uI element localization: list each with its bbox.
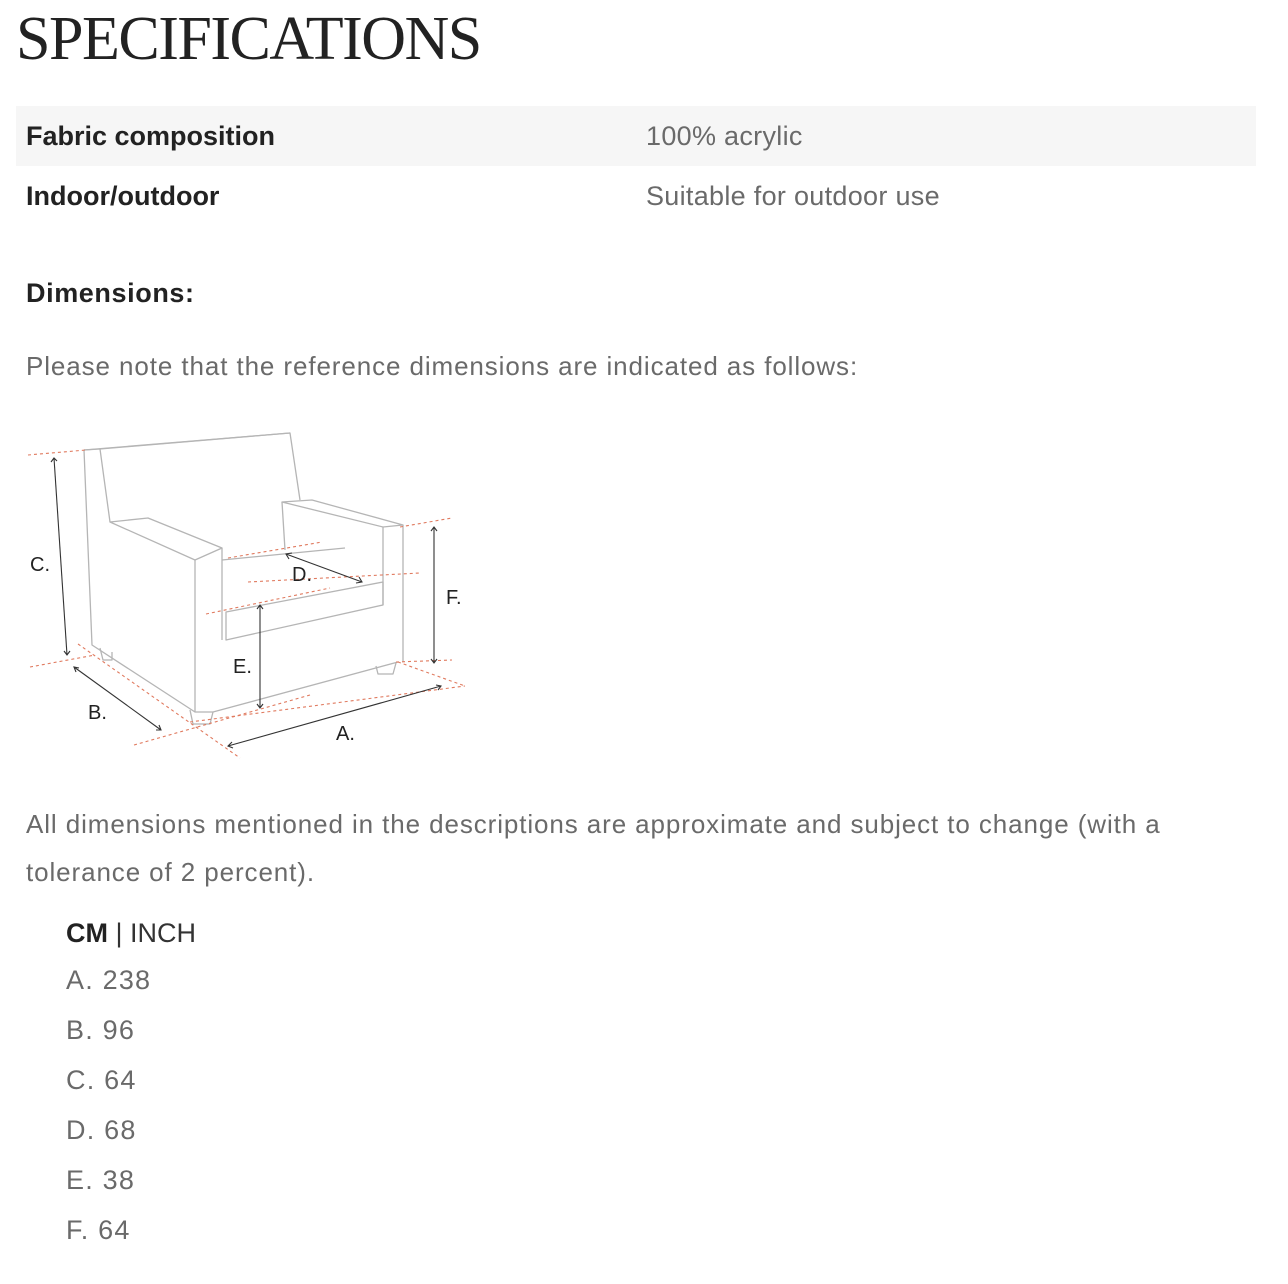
spec-row <box>16 106 1256 166</box>
spec-label: Indoor/outdoor <box>26 180 220 211</box>
diagram-label-c: C. <box>30 554 50 576</box>
unit-toggle <box>66 918 196 949</box>
dimension-list <box>66 958 151 1258</box>
unit-separator: | <box>108 918 131 948</box>
armchair-dimension-diagram <box>20 425 480 765</box>
dimension-item: F. 64 <box>66 1215 131 1245</box>
diagram-label-b: B. <box>88 702 107 724</box>
spec-value: 100% acrylic <box>636 106 1256 166</box>
diagram-label-a: A. <box>336 723 355 745</box>
dimensions-heading: Dimensions: <box>26 278 195 308</box>
dimension-item: B. 96 <box>66 1015 136 1045</box>
spec-table <box>16 106 1256 226</box>
spec-row <box>16 166 1256 226</box>
dimension-item: A. 238 <box>66 965 152 995</box>
diagram-label-d: D. <box>292 564 312 586</box>
diagram-label-e: E. <box>233 656 252 678</box>
dimensions-note: Please note that the reference dimensions are indicated as follows: <box>26 351 859 381</box>
dimensions-disclaimer: All dimensions mentioned in the descriptions are approximate and subject to change (with a tolerance of 2 percent). <box>26 809 1161 887</box>
page-title: SPECIFICATIONS <box>16 5 481 73</box>
diagram-label-f: F. <box>446 587 462 609</box>
dimension-item: D. 68 <box>66 1115 137 1145</box>
dimension-item: E. 38 <box>66 1165 136 1195</box>
spec-value: Suitable for outdoor use <box>646 180 940 211</box>
unit-inch[interactable]: INCH <box>130 918 197 948</box>
spec-label: Fabric composition <box>16 106 636 166</box>
unit-cm[interactable]: CM <box>66 918 108 948</box>
dimension-item: C. 64 <box>66 1065 137 1095</box>
